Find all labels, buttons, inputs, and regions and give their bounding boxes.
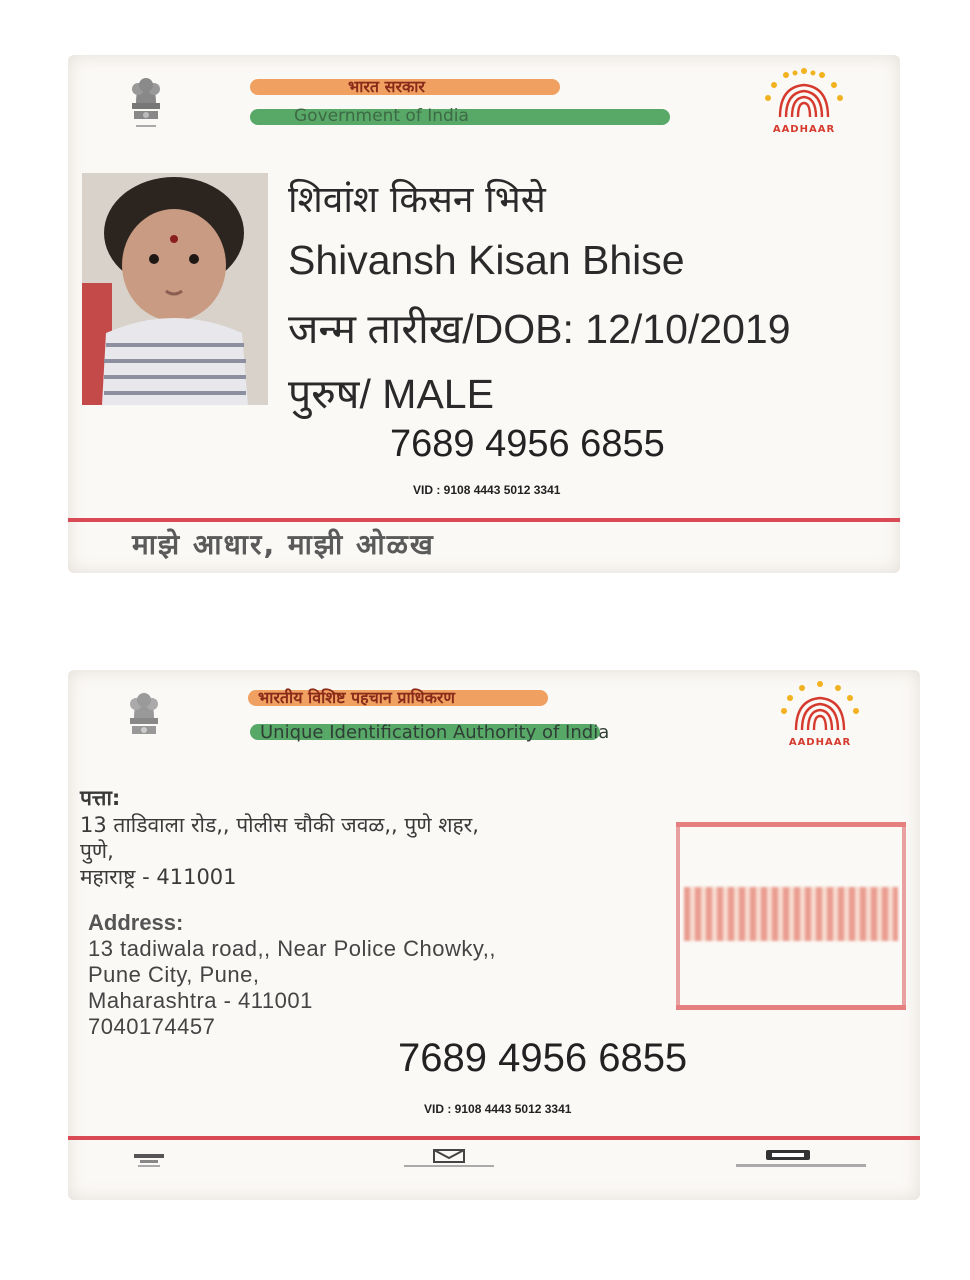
address-line-marathi: महाराष्ट्र - 411001 bbox=[80, 865, 237, 889]
address-line-marathi: 13 ताडिवाला रोड,, पोलीस चौकी जवळ,, पुणे शहर, bbox=[80, 813, 479, 837]
aadhaar-card-back bbox=[68, 670, 920, 1200]
aadhaar-fingerprint-icon bbox=[772, 678, 868, 734]
holder-gender: पुरुष/ MALE bbox=[288, 371, 494, 417]
address-stamp bbox=[676, 822, 906, 1010]
address-label-english: Address: bbox=[88, 910, 184, 935]
child-portrait-image bbox=[82, 173, 268, 405]
address-line-marathi: पुणे, bbox=[80, 839, 114, 863]
aadhaar-number: 7689 4956 6855 bbox=[390, 423, 665, 465]
stamp-border-right bbox=[902, 827, 906, 1005]
website-icon bbox=[736, 1148, 866, 1168]
gov-english-text: Government of India bbox=[294, 106, 469, 126]
national-emblem-icon bbox=[122, 69, 170, 133]
authority-hindi-text: भारतीय विशिष्ट पहचान प्राधिकरण bbox=[258, 688, 455, 707]
email-icon bbox=[404, 1148, 494, 1168]
tagline: माझे आधार, माझी ओळख bbox=[132, 528, 435, 561]
aadhaar-logo bbox=[756, 65, 852, 135]
stamp-blurred-text bbox=[684, 887, 898, 941]
government-banner bbox=[250, 73, 720, 133]
vid-number: VID : 9108 4443 5012 3341 bbox=[413, 483, 561, 497]
national-emblem-icon bbox=[120, 684, 168, 748]
aadhaar-logo-label: AADHAAR bbox=[788, 737, 852, 748]
authority-english-text: Unique Identification Authority of India bbox=[260, 722, 610, 743]
aadhaar-number: 7689 4956 6855 bbox=[398, 1036, 688, 1080]
address-line-english: 13 tadiwala road,, Near Police Chowky,, bbox=[88, 936, 496, 961]
aadhaar-card-front bbox=[68, 55, 900, 573]
address-line-english: Pune City, Pune, bbox=[88, 962, 260, 987]
stamp-border-left bbox=[676, 827, 680, 1005]
holder-name-english: Shivansh Kisan Bhise bbox=[288, 237, 685, 283]
authority-banner bbox=[248, 684, 748, 748]
aadhaar-logo bbox=[772, 678, 868, 748]
holder-dob: जन्म तारीख/DOB: 12/10/2019 bbox=[288, 306, 791, 352]
aadhaar-fingerprint-icon bbox=[756, 65, 852, 121]
phone-number: 7040174457 bbox=[88, 1014, 216, 1039]
address-label-marathi: पत्ता: bbox=[80, 786, 121, 810]
footer-divider bbox=[68, 518, 900, 522]
helpline-icon bbox=[130, 1152, 170, 1168]
gov-hindi-text: भारत सरकार bbox=[348, 77, 425, 96]
aadhaar-logo-label: AADHAAR bbox=[772, 124, 836, 135]
holder-name-marathi: शिवांश किसन भिसे bbox=[288, 178, 546, 221]
footer-divider bbox=[68, 1136, 920, 1140]
vid-number: VID : 9108 4443 5012 3341 bbox=[424, 1102, 572, 1116]
address-line-english: Maharashtra - 411001 bbox=[88, 988, 313, 1013]
holder-photo bbox=[82, 173, 268, 405]
